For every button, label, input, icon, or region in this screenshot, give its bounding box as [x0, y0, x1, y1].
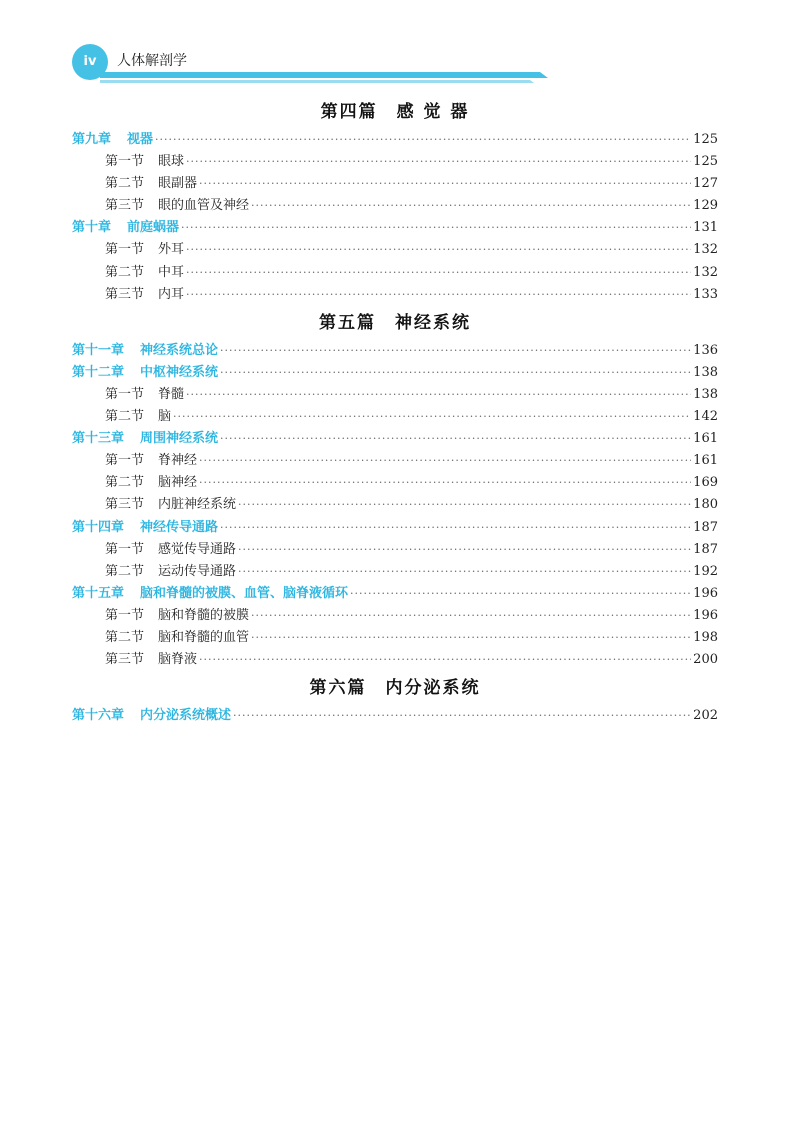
toc-section-row[interactable] [72, 605, 718, 627]
section-title: 眼的血管及神经 [158, 198, 250, 214]
dot-leader [350, 583, 691, 605]
section-number: 第三节 [105, 198, 145, 214]
chapter-number: 第十三章 [72, 431, 125, 447]
toc-section-row[interactable] [72, 406, 718, 428]
section-page: 192 [693, 563, 718, 579]
chapter-title: 前庭蜗器 [127, 220, 180, 236]
dot-leader [186, 384, 691, 406]
section-page: 129 [693, 198, 718, 214]
section-page: 196 [693, 607, 718, 623]
section-page: 142 [693, 409, 718, 425]
toc-chapter-row[interactable] [72, 362, 718, 384]
section-page: 132 [693, 242, 718, 258]
part-title: 第六篇 内分泌系统 [309, 678, 481, 699]
page-number-badge: iv [72, 44, 108, 80]
table-of-contents [72, 95, 718, 727]
section-number: 第二节 [105, 176, 145, 192]
section-number: 第一节 [105, 386, 145, 402]
toc-section-row[interactable] [72, 494, 718, 516]
section-title: 脑和脊髓的被膜 [158, 607, 250, 623]
section-title: 眼副器 [158, 176, 198, 192]
toc-section-row[interactable] [72, 649, 718, 671]
part-title: 第五篇 神经系统 [319, 312, 471, 333]
dot-leader [186, 262, 691, 284]
toc-chapter-row[interactable] [72, 428, 718, 450]
dot-leader [199, 450, 691, 472]
dot-leader [186, 239, 691, 261]
section-number: 第三节 [105, 286, 145, 302]
section-page: 180 [693, 497, 718, 513]
chapter-page: 187 [693, 519, 718, 535]
toc-section-row[interactable] [72, 195, 718, 217]
toc-section-row[interactable] [72, 384, 718, 406]
section-page: 138 [693, 386, 718, 402]
dot-leader [238, 561, 691, 583]
section-number: 第三节 [105, 497, 145, 513]
toc-section-row[interactable] [72, 262, 718, 284]
chapter-number: 第九章 [72, 132, 112, 147]
toc-chapter-row[interactable] [72, 705, 718, 727]
dot-leader [220, 517, 691, 539]
toc-chapter-row[interactable] [72, 583, 718, 605]
toc-section-row[interactable] [72, 450, 718, 472]
chapter-title: 神经传导通路 [140, 519, 219, 535]
chapter-title: 内分泌系统概述 [140, 708, 232, 724]
dot-leader [155, 129, 691, 151]
chapter-title: 脑和脊髓的被膜、血管、脑脊液循环 [140, 585, 349, 601]
dot-leader [220, 362, 691, 384]
section-title: 脑和脊髓的血管 [158, 629, 250, 645]
chapter-number: 第十四章 [72, 519, 125, 535]
section-title: 眼球 [158, 154, 185, 170]
chapter-title: 周围神经系统 [140, 431, 219, 447]
section-title: 脑脊液 [158, 652, 198, 668]
section-title: 中耳 [158, 264, 185, 280]
dot-leader [220, 428, 691, 450]
dot-leader [186, 151, 691, 173]
section-page: 132 [693, 264, 718, 280]
dot-leader [186, 284, 691, 306]
part-title: 第四篇 感 觉 器 [320, 102, 470, 122]
section-title: 内耳 [158, 286, 185, 302]
section-title: 脊神经 [158, 453, 198, 469]
section-number: 第三节 [105, 652, 145, 668]
dot-leader [233, 705, 691, 727]
section-page: 198 [693, 629, 718, 645]
section-title: 外耳 [158, 242, 185, 258]
toc-section-row[interactable] [72, 173, 718, 195]
section-title: 运动传导通路 [158, 563, 237, 579]
toc-section-row[interactable] [72, 539, 718, 561]
page-header [0, 0, 800, 95]
toc-section-row[interactable] [72, 627, 718, 649]
dot-leader [199, 649, 691, 671]
dot-leader [173, 406, 691, 428]
toc-chapter-row[interactable] [72, 517, 718, 539]
toc-section-row[interactable] [72, 561, 718, 583]
dot-leader [199, 173, 691, 195]
chapter-page: 196 [693, 585, 718, 601]
toc-chapter-row[interactable] [72, 129, 718, 151]
chapter-title: 中枢神经系统 [140, 364, 219, 380]
section-page: 125 [693, 154, 718, 170]
section-number: 第一节 [105, 607, 145, 623]
chapter-page: 161 [693, 431, 718, 447]
dot-leader [251, 605, 691, 627]
section-page: 133 [693, 286, 718, 302]
dot-leader [238, 494, 691, 516]
chapter-page: 202 [693, 708, 718, 724]
section-page: 187 [693, 541, 718, 557]
chapter-page: 125 [693, 132, 718, 147]
section-title: 感觉传导通路 [158, 541, 237, 557]
section-title: 内脏神经系统 [158, 497, 237, 513]
toc-chapter-row[interactable] [72, 217, 718, 239]
section-title: 脊髓 [158, 386, 185, 402]
dot-leader [238, 539, 691, 561]
section-number: 第一节 [105, 242, 145, 258]
chapter-page: 131 [693, 220, 718, 236]
section-number: 第一节 [105, 154, 145, 170]
dot-leader [181, 217, 691, 239]
toc-section-row[interactable] [72, 151, 718, 173]
section-page: 127 [693, 176, 718, 192]
section-number: 第二节 [105, 475, 145, 491]
section-number: 第一节 [105, 453, 145, 469]
chapter-title: 神经系统总论 [140, 342, 219, 358]
chapter-number: 第十五章 [72, 585, 125, 601]
chapter-number: 第十章 [72, 220, 112, 236]
section-number: 第二节 [105, 264, 145, 280]
chapter-number: 第十六章 [72, 708, 125, 724]
chapter-page: 138 [693, 364, 718, 380]
section-number: 第二节 [105, 563, 145, 579]
dot-leader [251, 195, 691, 217]
section-number: 第二节 [105, 409, 145, 425]
chapter-title: 视器 [127, 132, 154, 147]
toc-section-row[interactable] [72, 284, 718, 306]
dot-leader [251, 627, 691, 649]
section-page: 200 [693, 652, 718, 668]
section-title: 脑神经 [158, 475, 198, 491]
chapter-number: 第十一章 [72, 342, 125, 358]
section-number: 第一节 [105, 541, 145, 557]
section-page: 169 [693, 475, 718, 491]
chapter-number: 第十二章 [72, 364, 125, 380]
section-number: 第二节 [105, 629, 145, 645]
section-title: 脑 [158, 409, 172, 425]
header-decoration [0, 0, 800, 95]
book-title: 人体解剖学 [117, 53, 187, 69]
section-page: 161 [693, 453, 718, 469]
dot-leader [220, 340, 691, 362]
dot-leader [199, 472, 691, 494]
toc-chapter-row[interactable] [72, 340, 718, 362]
chapter-page: 136 [693, 342, 718, 358]
toc-section-row[interactable] [72, 239, 718, 261]
toc-section-row[interactable] [72, 472, 718, 494]
